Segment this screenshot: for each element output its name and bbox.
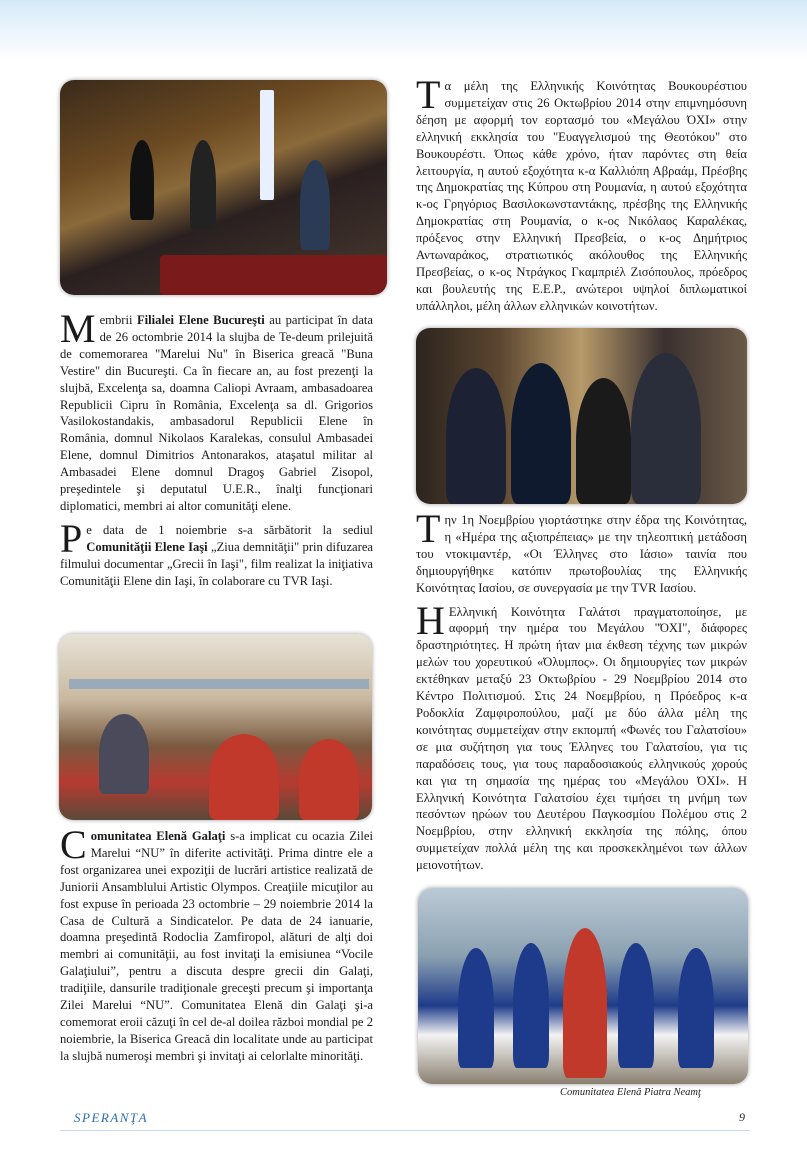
drop-cap: M	[60, 306, 96, 351]
audience-photo	[59, 634, 372, 820]
person-figure	[190, 140, 216, 230]
drop-cap: Τ	[416, 506, 441, 551]
officials-photo	[416, 328, 747, 504]
photo-caption: Comunitatea Elenă Piatra Neamţ	[560, 1087, 701, 1098]
left-column	[60, 306, 373, 597]
drop-cap: C	[60, 822, 87, 867]
dancer-figure	[513, 943, 549, 1068]
person-figure	[130, 140, 154, 220]
person-figure	[209, 734, 279, 820]
church-ceremony-photo	[60, 80, 387, 295]
left-column-lower	[60, 822, 373, 1072]
header-band	[0, 0, 807, 60]
red-carpet	[160, 255, 387, 295]
person-figure	[300, 160, 330, 250]
dancer-figure	[618, 943, 654, 1068]
right-column	[416, 72, 747, 322]
drop-cap: Τ	[416, 72, 441, 117]
magazine-name: SPERANŢA	[74, 1110, 149, 1125]
flag	[260, 90, 274, 200]
paragraph-bucuresti: Membrii Filialei Elene Bucureşti au participat în data de 26 octombrie 2014 la slujba de Te-deum prilejuită de comemorarea "Marelui Nu" în Biserica greacă "Buna Vestire" din Bucureşti. Ca în fiecare an, au fost prezenţi la slujbă, Excelenţa sa, doamna Caliopi Avraam, ambasadoarea Republicii Cipru în România, Excelenţa sa dl. Grigorios Vasilokostandakis, ambasadorul Republicii Elene în România, domnul Nikolaos Karalekas, consulul Ambasadei Elene, domnul Dimitrios Antonarakos, ataşatul militar al Ambasadei Elene domnul Dragoş Gabriel Zisopol, preşedintele şi deputatul U.E.R., înalţi funcţionari diplomatici, membri ai altor comunităţi elene.	[60, 306, 373, 513]
person-figure	[99, 714, 149, 794]
right-column-lower	[416, 506, 747, 881]
person-figure	[631, 353, 701, 504]
footer-divider	[60, 1130, 750, 1131]
page-number: 9	[739, 1110, 745, 1124]
drop-cap: P	[60, 515, 83, 561]
wall-pictures	[69, 679, 369, 689]
person-figure	[299, 739, 359, 820]
greek-paragraph-bucuresti: Τα μέλη της Ελληνικής Κοινότητας Βουκουρέστιου συμμετείχαν στις 26 Οκτωβρίου 2014 στην επιμνημόσυνη δέηση με αφορμή τον εορτασμό του «Μεγάλου ΌΧΙ» στην ελληνική εκκλησία του "Ευαγγελισμού της Θεοτόκου" στο Βουκουρέστι. Όπως κάθε χρόνο, ήταν παρόντες στη θεία λειτουργία, η αυτού εξοχότητα κ-α Καλλιόπη Αβραάμ, Πρέσβης της Δημοκρατίας της Κύπρου στη Ρουμανία, η αυτού εξοχότητα κ-ος Γρηγόριος Βασιλοκωνσταντάκης, πρέσβης της Ελληνικής Δημοκρατίας στη Ρουμανία, ο κ-ος Νικόλαος Καραλέκας, πρόξενος στην Ελληνική Πρεσβεία, ο κ-ος Δημήτριος Αντωναράκος, στρατιωτικός ακόλουθος της Ελληνικής Πρεσβείας, ο κ-ος Ντράγκος Γκαμπριέλ Ζισόπουλος, πρόεδρος και βουλευτής της Ε.Ε.Ρ., ανώτεροι υψηλοί διπλωματικοί υπάλληλοι, μέλη άλλων ελληνικών κοινοτήτων.	[416, 72, 747, 313]
paragraph-galati: Comunitatea Elenă Galaţi s-a implicat cu ocazia Zilei Marelui “NU” în diferite activităţi. Prima dintre ele a fost organizarea unei expoziţii de lucrări artistice realizată de Juniorii Ansamblului Artistic Olympos. Creaţiile micuţilor au fost expuse în perioada 23 octombrie – 29 noiembrie 2014 la Casa de Cultură a Sindicatelor. Pe data de 24 ianuarie, doamna preşedintă Rodoclia Zamfiropol, alături de alţi doi membri ai comunităţii, au fost invitaţi la emisiunea “Vocile Galaţiului”, pentru a discuta despre grecii din Galaţi, tradiţiile, dansurile tradiţionale greceşti precum şi importanţa Zilei Marelui “NU”. Comunitatea Elenă din Galaţi şi-a comemorat eroii căzuţi în cel de-al doilea război mondial pe 2 noiembrie, la Biserica Greacă din localitate unde au participat la slujbă numeroşi membri şi invitaţi ai celorlalte minorităţi.	[60, 822, 373, 1063]
dancer-figure	[458, 948, 494, 1068]
person-figure	[576, 378, 631, 504]
greek-paragraph-iasi: Την 1η Νοεμβρίου γιορτάστηκε στην έδρα της Κοινότητας, η «Ημέρα της αξιοπρέπειας» με την τηλεοπτική μετάδοση του ντοκιμαντέρ, «Οι Έλληνες στο Ιάσιο» ταινία που δημιουργήθηκε κατόπιν πρωτοβουλίας της Ελληνικής Κοινότητας Ιασίου, σε συνεργασία με την TVR Ιασίου.	[416, 506, 747, 595]
drop-cap: Η	[416, 597, 445, 643]
greek-paragraph-galati: Η Ελληνική Κοινότητα Γαλάτσι πραγματοποίησε, με αφορμή την ημέρα του Μεγάλου "ΌΧΙ", διάφορες δραστηριότητες. Η πρώτη ήταν μια έκθεση τέχνης των μικρών μελών του χορευτικού «Όλυμπος». Οι δημιουργίες των μικρών εκτέθηκαν μεταξύ 23 Οκτωβρίου - 29 Νοεμβρίου 2014 στο Κέντρο Πολιτισμού. Στις 24 Νοεμβρίου, η Πρόεδρος κ-α Ροδοκλία Ζαμφιροπούλου, μαζί με δύο άλλα μέλη της κοινότητας συμμετείχαν στην εκπομπή «Φωνές του Γαλατσίου» σε μια συζήτηση για τους Έλληνες του Γαλατσίου, για τις παραδόσεις τους, για τους παραδοσιακούς ελληνικούς χορούς και για τη σημασία της ημέρας του «Μεγάλου ΌΧΙ». Η Ελληνική Κοινότητα Γαλατσίου έχει τιμήσει τη μνήμη των πεσόντων ηρώων του Δευτέρου Παγκοσμίου Πολέμου στις 2 Νοεμβρίου, στην ελληνική εκκλησία της πόλης, όπου συμμετείχαν πολλά μέλη της και προσκεκλημένοι των άλλων μειονοτήτων.	[416, 597, 747, 873]
dancer-figure	[678, 948, 714, 1068]
person-figure	[511, 363, 571, 504]
dancer-figure	[563, 928, 607, 1078]
dance-photo	[418, 888, 748, 1084]
person-figure	[446, 368, 506, 504]
paragraph-iasi: Pe data de 1 noiembrie s-a sărbătorit la sediul Comunităţii Elene Iaşi „Ziua demnităţii" prin difuzarea filmului documentar „Grecii în Iaşi", film realizat la iniţiativa Comunităţii Elene din Iaşi, în colaborare cu TVR Iaşi.	[60, 515, 373, 588]
